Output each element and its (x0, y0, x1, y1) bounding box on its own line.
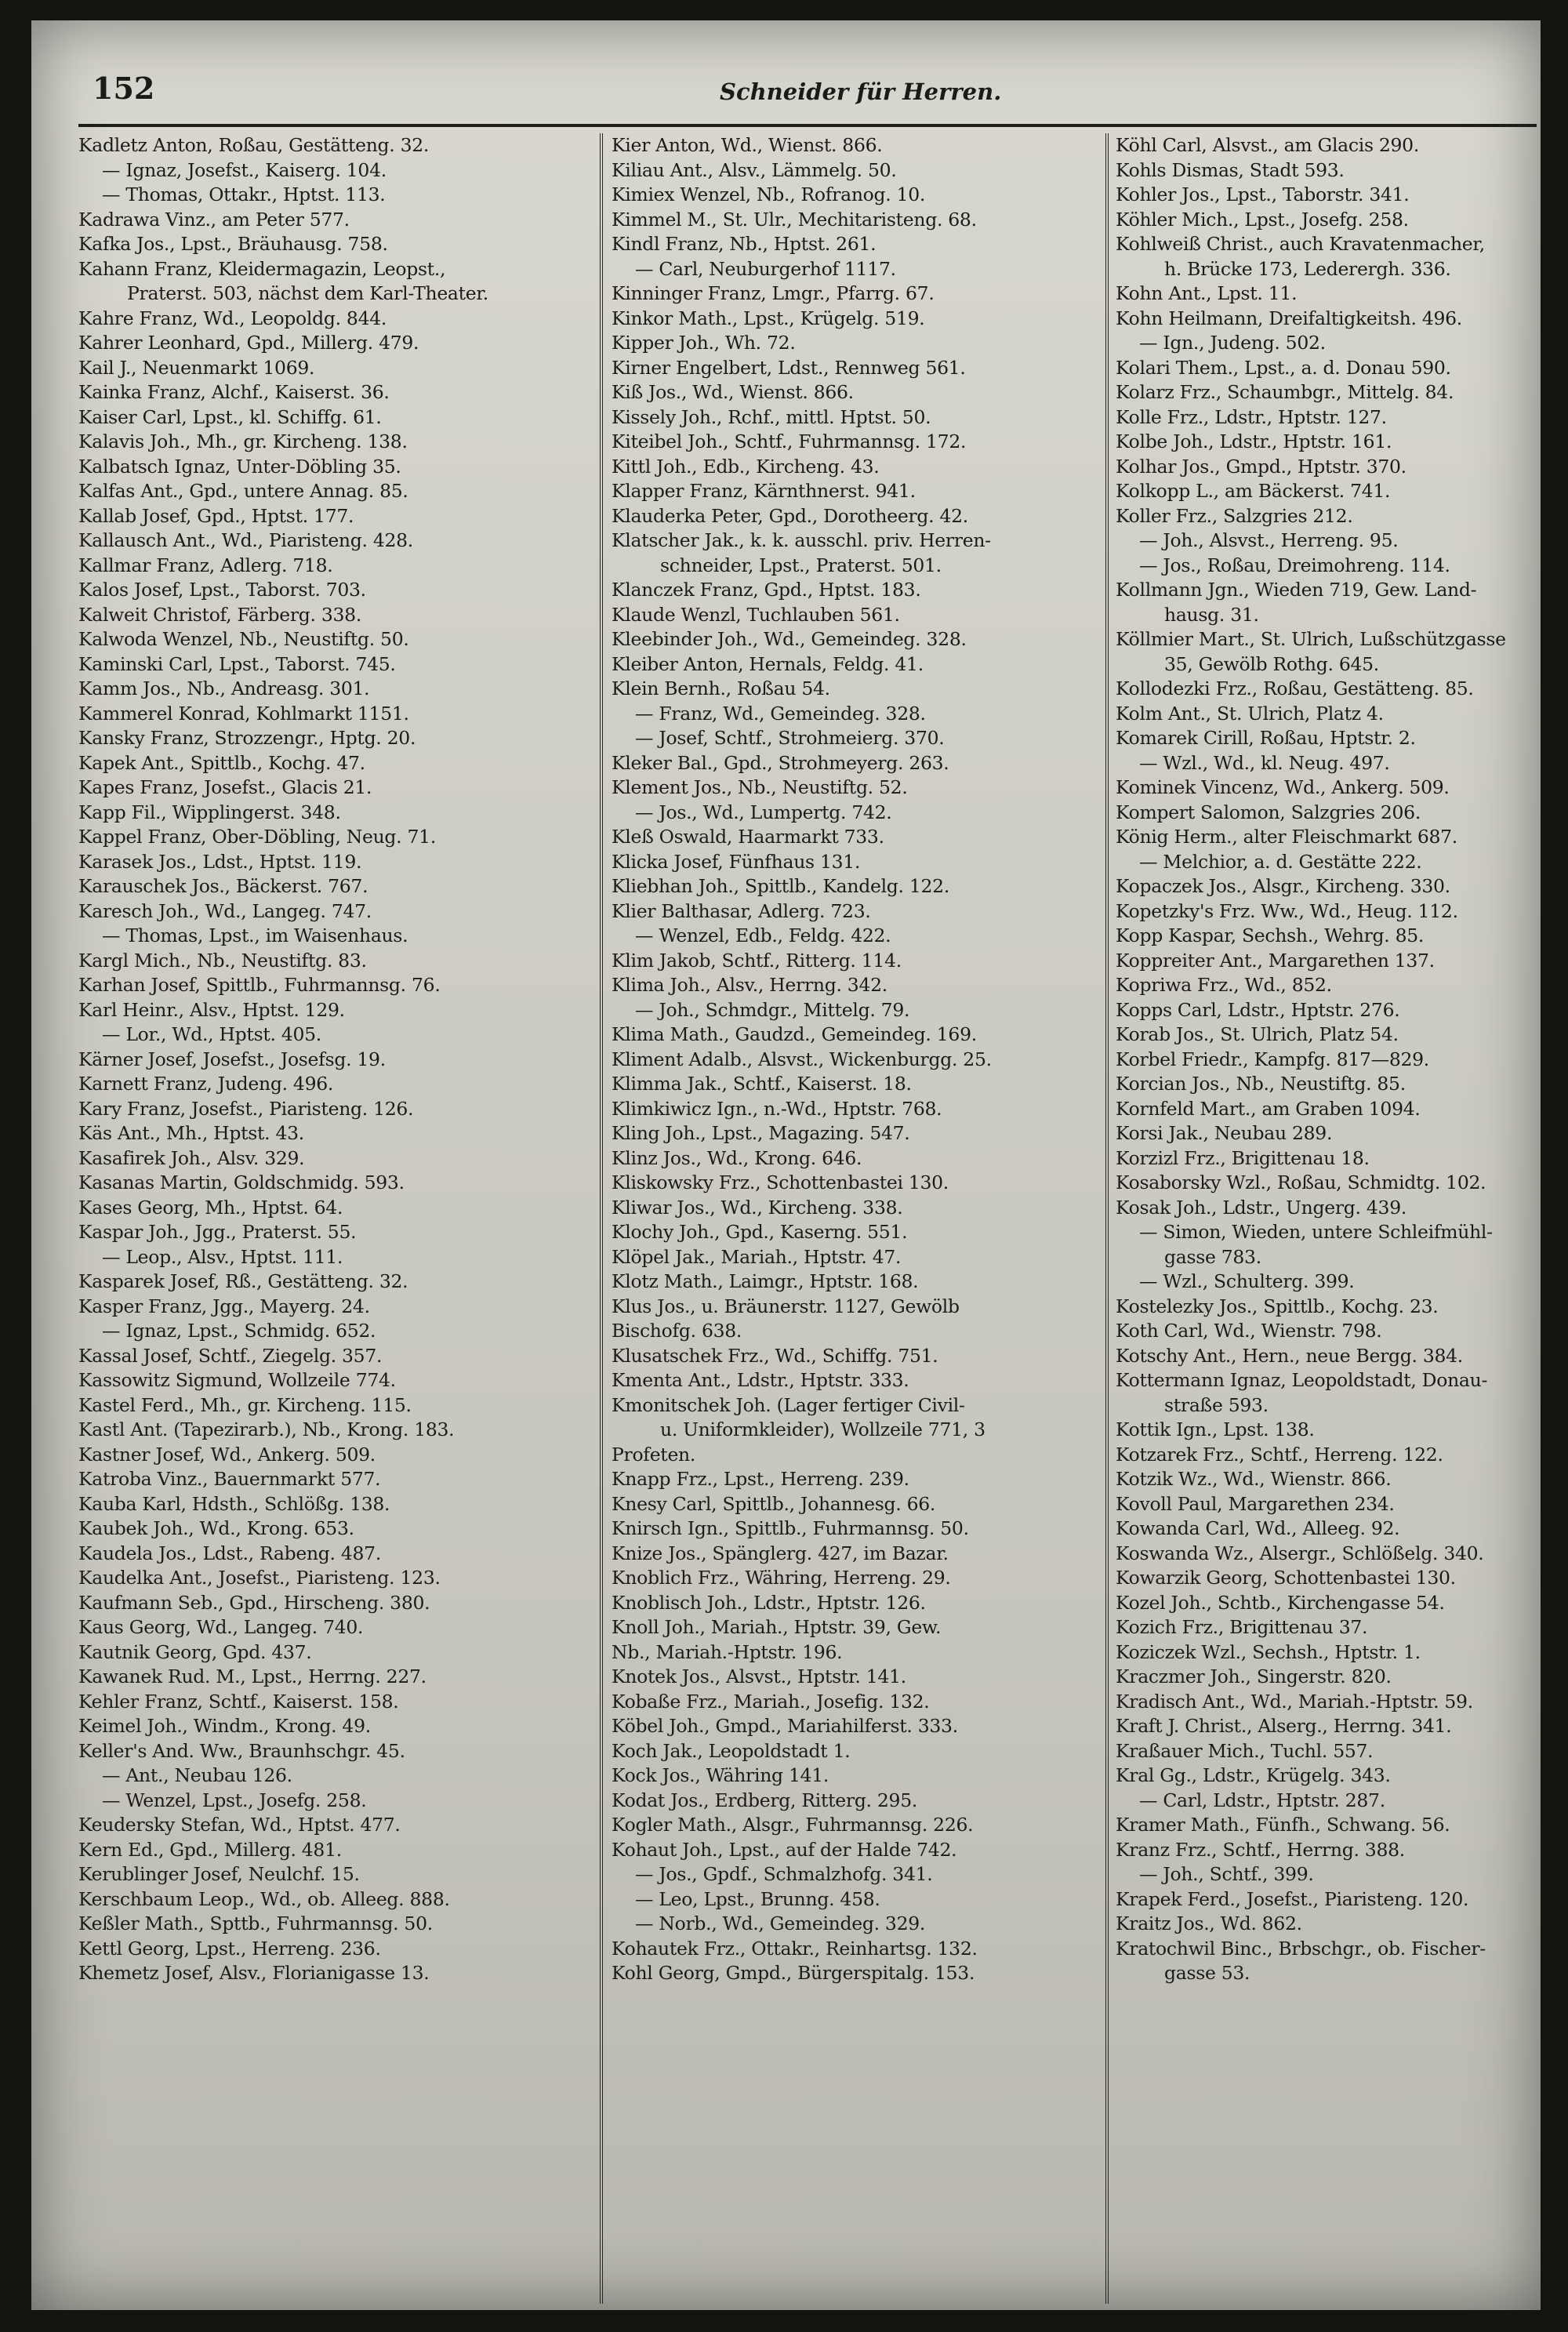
directory-entry: gasse 53. (1164, 1962, 1250, 1984)
directory-entry: — Leo, Lpst., Brunng. 458. (635, 1887, 880, 1910)
directory-entry: — Joh., Schmdgr., Mittelg. 79. (635, 998, 910, 1021)
directory-entry: Kling Joh., Lpst., Magazing. 547. (612, 1122, 910, 1144)
directory-entry: Kodat Jos., Erdberg, Ritterg. 295. (612, 1789, 918, 1811)
directory-entry: Kozich Frz., Brigittenau 37. (1116, 1616, 1368, 1638)
directory-entry: Kowarzik Georg, Schottenbastei 130. (1116, 1567, 1456, 1589)
running-head: Schneider für Herren. (720, 78, 1002, 105)
directory-entry: Kraft J. Christ., Alserg., Herrng. 341. (1116, 1715, 1452, 1737)
directory-entry: Kinkor Math., Lpst., Krügelg. 519. (612, 307, 925, 329)
directory-entry: Kranz Frz., Schtf., Herrng. 388. (1116, 1838, 1405, 1861)
directory-entry: Kopps Carl, Ldstr., Hptstr. 276. (1116, 998, 1400, 1021)
directory-entry: Klus Jos., u. Bräunerstr. 1127, Gewölb (612, 1295, 960, 1317)
directory-entry: Kopaczek Jos., Alsgr., Kircheng. 330. (1116, 875, 1450, 897)
directory-entry: u. Uniformkleider), Wollzeile 771, 3 (660, 1418, 985, 1440)
directory-entry: Kallausch Ant., Wd., Piaristeng. 428. (78, 529, 413, 551)
directory-entry: Kobaße Frz., Mariah., Josefig. 132. (612, 1690, 930, 1713)
directory-entry: Kastner Josef, Wd., Ankerg. 509. (78, 1443, 376, 1466)
directory-entry: Kostelezky Jos., Spittlb., Kochg. 23. (1116, 1295, 1439, 1317)
directory-entry: Kargl Mich., Nb., Neustiftg. 83. (78, 949, 367, 972)
directory-entry: Kaus Georg, Wd., Langeg. 740. (78, 1616, 364, 1638)
directory-entry: Kleker Bal., Gpd., Strohmeyerg. 263. (612, 751, 949, 774)
directory-entry: Kaudela Jos., Ldst., Rabeng. 487. (78, 1542, 381, 1564)
directory-entry: h. Brücke 173, Lederergh. 336. (1164, 257, 1451, 280)
directory-entry: Kohn Ant., Lpst. 11. (1116, 282, 1298, 304)
directory-entry: Knotek Jos., Alsvst., Hptstr. 141. (612, 1665, 906, 1687)
directory-entry: Kindl Franz, Nb., Hptst. 261. (612, 233, 877, 255)
directory-entry: Kolarz Frz., Schaumbgr., Mittelg. 84. (1116, 381, 1454, 403)
directory-entry: Kalfas Ant., Gpd., untere Annag. 85. (78, 480, 408, 502)
directory-entry: Knapp Frz., Lpst., Herreng. 239. (612, 1468, 909, 1490)
directory-entry: Koziczek Wzl., Sechsh., Hptstr. 1. (1116, 1640, 1421, 1663)
directory-entry: Kleß Oswald, Haarmarkt 733. (612, 826, 884, 848)
column-right (1116, 133, 1541, 2304)
directory-entry: Keimel Joh., Windm., Krong. 49. (78, 1715, 371, 1737)
directory-entry: — Jos., Wd., Lumpertg. 742. (635, 801, 892, 823)
directory-entry: — Joh., Schtf., 399. (1139, 1863, 1314, 1885)
directory-entry: Kail J., Neuenmarkt 1069. (78, 356, 315, 379)
directory-entry: Kominek Vincenz, Wd., Ankerg. 509. (1116, 776, 1450, 798)
directory-entry: Kotzarek Frz., Schtf., Herreng. 122. (1116, 1443, 1443, 1466)
directory-entry: Knirsch Ign., Spittlb., Fuhrmannsg. 50. (612, 1517, 969, 1539)
directory-entry: Kalweit Christof, Färberg. 338. (78, 603, 361, 626)
directory-entry: Kliment Adalb., Alsvst., Wickenburgg. 25. (612, 1048, 992, 1070)
directory-entry: Kittl Joh., Edb., Kircheng. 43. (612, 455, 880, 478)
directory-entry: — Carl, Ldstr., Hptstr. 287. (1139, 1789, 1385, 1811)
directory-entry: Kassowitz Sigmund, Wollzeile 774. (78, 1369, 396, 1391)
directory-entry: Kopp Kaspar, Sechsh., Wehrg. 85. (1116, 924, 1425, 946)
directory-entry: Koth Carl, Wd., Wienstr. 798. (1116, 1320, 1382, 1342)
directory-entry: Kotzik Wz., Wd., Wienstr. 866. (1116, 1468, 1392, 1490)
directory-entry: Klicka Josef, Fünfhaus 131. (612, 850, 861, 873)
directory-entry: Klapper Franz, Kärnthnerst. 941. (612, 480, 916, 502)
directory-entry: Kirner Engelbert, Ldst., Rennweg 561. (612, 356, 966, 379)
scanned-page (31, 20, 1541, 2310)
directory-entry: Kalbatsch Ignaz, Unter-Döbling 35. (78, 455, 401, 478)
directory-entry: Kahann Franz, Kleidermagazin, Leopst., (78, 257, 446, 280)
directory-entry: Kolhar Jos., Gmpd., Hptstr. 370. (1116, 455, 1406, 478)
directory-entry: Korzizl Frz., Brigittenau 18. (1116, 1146, 1370, 1169)
directory-entry: Kottermann Ignaz, Leopoldstadt, Donau- (1116, 1369, 1488, 1391)
directory-entry: Kopriwa Frz., Wd., 852. (1116, 974, 1332, 996)
directory-entry: Kotschy Ant., Hern., neue Bergg. 384. (1116, 1344, 1463, 1367)
directory-entry: Kliwar Jos., Wd., Kircheng. 338. (612, 1196, 903, 1219)
directory-entry: Karhan Josef, Spittlb., Fuhrmannsg. 76. (78, 974, 441, 996)
directory-entry: Kappel Franz, Ober-Döbling, Neug. 71. (78, 826, 436, 848)
directory-entry: Kastel Ferd., Mh., gr. Kircheng. 115. (78, 1393, 412, 1416)
directory-entry: Karesch Joh., Wd., Langeg. 747. (78, 899, 372, 922)
directory-entry: — Ant., Neubau 126. (102, 1764, 292, 1786)
directory-entry: Kiteibel Joh., Schtf., Fuhrmannsg. 172. (612, 430, 967, 452)
directory-entry: Korbel Friedr., Kampfg. 817—829. (1116, 1048, 1429, 1070)
directory-entry: Kmenta Ant., Ldstr., Hptstr. 333. (612, 1369, 909, 1391)
directory-entry: Kovoll Paul, Margarethen 234. (1116, 1492, 1395, 1515)
directory-entry: Klöpel Jak., Mariah., Hptstr. 47. (612, 1245, 902, 1268)
directory-entry: — Jos., Roßau, Dreimohreng. 114. (1139, 554, 1450, 576)
directory-entry: Kaubek Joh., Wd., Krong. 653. (78, 1517, 354, 1539)
directory-entry: Kohn Heilmann, Dreifaltigkeitsh. 496. (1116, 307, 1462, 329)
directory-entry: — Thomas, Lpst., im Waisenhaus. (102, 924, 408, 946)
directory-entry: Kmonitschek Joh. (Lager fertiger Civil- (612, 1393, 965, 1416)
directory-entry: — Wzl., Wd., kl. Neug. 497. (1139, 751, 1390, 774)
directory-entry: Kärner Josef, Josefst., Josefsg. 19. (78, 1048, 386, 1070)
directory-entry: Koch Jak., Leopoldstadt 1. (612, 1739, 851, 1762)
directory-entry: Kansky Franz, Strozzengr., Hptg. 20. (78, 727, 416, 749)
column-left (78, 133, 592, 2304)
directory-entry: Köllmier Mart., St. Ulrich, Lußschützgasse (1116, 628, 1506, 650)
directory-entry: Kompert Salomon, Salzgries 206. (1116, 801, 1421, 823)
directory-entry: Kadletz Anton, Roßau, Gestätteng. 32. (78, 134, 430, 156)
directory-entry: Knoblisch Joh., Ldstr., Hptstr. 126. (612, 1591, 926, 1614)
directory-entry: Kratochwil Binc., Brbschgr., ob. Fischer- (1116, 1937, 1486, 1960)
directory-entry: — Leop., Alsv., Hptst. 111. (102, 1245, 343, 1268)
directory-entry: König Herm., alter Fleischmarkt 687. (1116, 826, 1457, 848)
directory-entry: Kier Anton, Wd., Wienst. 866. (612, 134, 883, 156)
directory-entry: Bischofg. 638. (612, 1320, 742, 1342)
directory-entry: — Carl, Neuburgerhof 1117. (635, 257, 896, 280)
directory-entry: Korcian Jos., Nb., Neustiftg. 85. (1116, 1073, 1406, 1095)
directory-entry: Kottik Ign., Lpst. 138. (1116, 1418, 1315, 1440)
directory-entry: Koppreiter Ant., Margarethen 137. (1116, 949, 1435, 972)
directory-entry: Kerublinger Josef, Neulchf. 15. (78, 1863, 360, 1885)
directory-entry: — Wenzel, Edb., Feldg. 422. (635, 924, 891, 946)
directory-entry: Kalwoda Wenzel, Nb., Neustiftg. 50. (78, 628, 409, 650)
directory-entry: Kornfeld Mart., am Graben 1094. (1116, 1097, 1421, 1120)
directory-entry: Kinninger Franz, Lmgr., Pfarrg. 67. (612, 282, 935, 304)
directory-entry: Kolari Them., Lpst., a. d. Donau 590. (1116, 356, 1451, 379)
directory-entry: Kolle Frz., Ldstr., Hptstr. 127. (1116, 405, 1387, 428)
directory-entry: Kozel Joh., Schtb., Kirchengasse 54. (1116, 1591, 1445, 1614)
directory-entry: Kogler Math., Alsgr., Fuhrmannsg. 226. (612, 1814, 974, 1836)
directory-entry: Kramer Math., Fünfh., Schwang. 56. (1116, 1814, 1450, 1836)
directory-entry: Köhl Carl, Alsvst., am Glacis 290. (1116, 134, 1420, 156)
directory-entry: — Melchior, a. d. Gestätte 222. (1139, 850, 1422, 873)
page-header (93, 66, 1535, 121)
directory-entry: Knize Jos., Spänglerg. 427, im Bazar. (612, 1542, 949, 1564)
directory-entry: Krapek Ferd., Josefst., Piaristeng. 120. (1116, 1887, 1469, 1910)
directory-entry: Klim Jakob, Schtf., Ritterg. 114. (612, 949, 902, 972)
directory-entry: — Ign., Judeng. 502. (1139, 332, 1326, 354)
directory-entry: Klima Joh., Alsv., Herrng. 342. (612, 974, 887, 996)
directory-entry: Karl Heinr., Alsv., Hptst. 129. (78, 998, 345, 1021)
directory-entry: Kapp Fil., Wipplingerst. 348. (78, 801, 341, 823)
directory-entry: Kassal Josef, Schtf., Ziegelg. 357. (78, 1344, 383, 1367)
directory-entry: — Josef, Schtf., Strohmeierg. 370. (635, 727, 945, 749)
directory-entry: Klotz Math., Laimgr., Hptstr. 168. (612, 1270, 919, 1292)
directory-entry: Kettl Georg, Lpst., Herreng. 236. (78, 1937, 381, 1960)
directory-entry: — Wenzel, Lpst., Josefg. 258. (102, 1789, 367, 1811)
directory-entry: Klima Math., Gaudzd., Gemeindeg. 169. (612, 1023, 977, 1045)
directory-entry: Karasek Jos., Ldst., Hptst. 119. (78, 850, 362, 873)
directory-entry: Klein Bernh., Roßau 54. (612, 677, 830, 699)
directory-entry: Kallmar Franz, Adlerg. 718. (78, 554, 333, 576)
directory-entry: Kissely Joh., Rchf., mittl. Hptst. 50. (612, 405, 931, 428)
directory-entry: Karauschek Jos., Bäckerst. 767. (78, 875, 368, 897)
directory-entry: Kolbe Joh., Ldstr., Hptstr. 161. (1116, 430, 1392, 452)
directory-entry: Korsi Jak., Neubau 289. (1116, 1122, 1333, 1144)
directory-entry: Kopetzky's Frz. Ww., Wd., Heug. 112. (1116, 899, 1458, 922)
directory-entry: Kolkopp L., am Bäckerst. 741. (1116, 480, 1391, 502)
directory-entry: Knoblich Frz., Währing, Herreng. 29. (612, 1567, 951, 1589)
directory-entry: Kral Gg., Ldstr., Krügelg. 343. (1116, 1764, 1391, 1786)
directory-entry: Kliskowsky Frz., Schottenbastei 130. (612, 1171, 949, 1193)
directory-entry: Kasparek Josef, Rß., Gestätteng. 32. (78, 1270, 408, 1292)
directory-entry: Kohl Georg, Gmpd., Bürgerspitalg. 153. (612, 1962, 975, 1984)
directory-entry: Köhler Mich., Lpst., Josefg. 258. (1116, 208, 1409, 231)
directory-entry: Kalavis Joh., Mh., gr. Kircheng. 138. (78, 430, 408, 452)
directory-entry: Käs Ant., Mh., Hptst. 43. (78, 1122, 304, 1144)
directory-entry: Kary Franz, Josefst., Piaristeng. 126. (78, 1097, 414, 1120)
directory-entry: Kohaut Joh., Lpst., auf der Halde 742. (612, 1838, 957, 1861)
directory-entry: Kahre Franz, Wd., Leopoldg. 844. (78, 307, 387, 329)
directory-entry: Kadrawa Vinz., am Peter 577. (78, 208, 350, 231)
directory-entry: Kamm Jos., Nb., Andreasg. 301. (78, 677, 370, 699)
directory-entry: — Joh., Alsvst., Herreng. 95. (1139, 529, 1399, 551)
directory-entry: Keudersky Stefan, Wd., Hptst. 477. (78, 1814, 401, 1836)
directory-entry: 35, Gewölb Rothg. 645. (1164, 652, 1379, 675)
directory-entry: Kalos Josef, Lpst., Taborst. 703. (78, 579, 366, 601)
directory-entry: Kasafirek Joh., Alsv. 329. (78, 1146, 305, 1169)
directory-entry: — Franz, Wd., Gemeindeg. 328. (635, 702, 926, 725)
directory-entry: Kasanas Martin, Goldschmidg. 593. (78, 1171, 405, 1193)
directory-entry: Karnett Franz, Judeng. 496. (78, 1073, 334, 1095)
directory-entry: gasse 783. (1164, 1245, 1261, 1268)
directory-entry: Keßler Math., Spttb., Fuhrmannsg. 50. (78, 1912, 433, 1934)
directory-columns (78, 133, 1541, 2304)
directory-entry: Kraczmer Joh., Singerstr. 820. (1116, 1665, 1392, 1687)
page-number: 152 (93, 71, 155, 106)
directory-entry: schneider, Lpst., Praterst. 501. (660, 554, 942, 576)
directory-entry: — Jos., Gpdf., Schmalzhofg. 341. (635, 1863, 933, 1885)
directory-entry: Kimmel M., St. Ulr., Mechitaristeng. 68. (612, 208, 977, 231)
directory-entry: — Wzl., Schulterg. 399. (1139, 1270, 1355, 1292)
directory-entry: Kliebhan Joh., Spittlb., Kandelg. 122. (612, 875, 949, 897)
directory-entry: Kaminski Carl, Lpst., Taborst. 745. (78, 652, 396, 675)
directory-entry: Kradisch Ant., Wd., Mariah.-Hptstr. 59. (1116, 1690, 1473, 1713)
directory-entry: Praterst. 503, nächst dem Karl-Theater. (127, 282, 488, 304)
directory-entry: Kimiex Wenzel, Nb., Rofranog. 10. (612, 183, 926, 205)
directory-entry: Köbel Joh., Gmpd., Mariahilferst. 333. (612, 1715, 958, 1737)
directory-entry: Kastl Ant. (Tapezirarb.), Nb., Krong. 183. (78, 1418, 455, 1440)
directory-entry: Kahrer Leonhard, Gpd., Millerg. 479. (78, 332, 419, 354)
directory-entry: Kaufmann Seb., Gpd., Hirscheng. 380. (78, 1591, 430, 1614)
directory-entry: Klauderka Peter, Gpd., Dorotheerg. 42. (612, 504, 968, 527)
header-rule (78, 124, 1537, 127)
directory-entry: Klaude Wenzl, Tuchlauben 561. (612, 603, 900, 626)
directory-entry: Klimma Jak., Schtf., Kaiserst. 18. (612, 1073, 912, 1095)
directory-entry: Kammerel Konrad, Kohlmarkt 1151. (78, 702, 409, 725)
directory-entry: Knoll Joh., Mariah., Hptstr. 39, Gew. (612, 1616, 942, 1638)
directory-entry: Kipper Joh., Wh. 72. (612, 332, 796, 354)
directory-entry: Kollodezki Frz., Roßau, Gestätteng. 85. (1116, 677, 1474, 699)
directory-entry: Koswanda Wz., Alsergr., Schlößelg. 340. (1116, 1542, 1484, 1564)
directory-entry: Profeten. (612, 1443, 696, 1466)
directory-entry: Kerschbaum Leop., Wd., ob. Alleeg. 888. (78, 1887, 450, 1910)
directory-entry: hausg. 31. (1164, 603, 1259, 626)
directory-entry: Kaspar Joh., Jgg., Praterst. 55. (78, 1221, 357, 1243)
directory-entry: Kohls Dismas, Stadt 593. (1116, 158, 1345, 181)
directory-entry: Koller Frz., Salzgries 212. (1116, 504, 1353, 527)
directory-entry: Kasper Franz, Jgg., Mayerg. 24. (78, 1295, 370, 1317)
directory-entry: Kleiber Anton, Hernals, Feldg. 41. (612, 652, 924, 675)
directory-entry: Kohler Jos., Lpst., Taborstr. 341. (1116, 183, 1410, 205)
directory-entry: Nb., Mariah.-Hptstr. 196. (612, 1640, 843, 1663)
directory-entry: Kleebinder Joh., Wd., Gemeindeg. 328. (612, 628, 967, 650)
directory-entry: Kallab Josef, Gpd., Hptst. 177. (78, 504, 354, 527)
directory-entry: Kosaborsky Wzl., Roßau, Schmidtg. 102. (1116, 1171, 1486, 1193)
directory-entry: Khemetz Josef, Alsv., Florianigasse 13. (78, 1962, 430, 1984)
directory-entry: Kohautek Frz., Ottakr., Reinhartsg. 132. (612, 1937, 978, 1960)
directory-entry: Klimkiwicz Ign., n.-Wd., Hptstr. 768. (612, 1097, 942, 1120)
directory-entry: Kapek Ant., Spittlb., Kochg. 47. (78, 751, 365, 774)
directory-entry: — Ignaz, Lpst., Schmidg. 652. (102, 1320, 376, 1342)
directory-entry: — Ignaz, Josefst., Kaiserg. 104. (102, 158, 387, 181)
directory-entry: — Lor., Wd., Hptst. 405. (102, 1023, 321, 1045)
directory-entry: Klusatschek Frz., Wd., Schiffg. 751. (612, 1344, 938, 1367)
directory-entry: — Simon, Wieden, untere Schleifmühl- (1139, 1221, 1493, 1243)
directory-entry: Kiliau Ant., Alsv., Lämmelg. 50. (612, 158, 897, 181)
directory-entry: Kases Georg, Mh., Hptst. 64. (78, 1196, 343, 1219)
directory-entry: Kock Jos., Währing 141. (612, 1764, 829, 1786)
directory-entry: Katroba Vinz., Bauernmarkt 577. (78, 1468, 381, 1490)
directory-entry: Klier Balthasar, Adlerg. 723. (612, 899, 871, 922)
directory-entry: Kapes Franz, Josefst., Glacis 21. (78, 776, 372, 798)
directory-entry: Kraßauer Mich., Tuchl. 557. (1116, 1739, 1374, 1762)
directory-entry: Kainka Franz, Alchf., Kaiserst. 36. (78, 381, 390, 403)
directory-entry: straße 593. (1164, 1393, 1269, 1416)
directory-entry: Kollmann Jgn., Wieden 719, Gew. Land- (1116, 579, 1477, 601)
directory-entry: Klatscher Jak., k. k. ausschl. priv. Herren- (612, 529, 991, 551)
directory-entry: Kaiser Carl, Lpst., kl. Schiffg. 61. (78, 405, 382, 428)
directory-entry: Knesy Carl, Spittlb., Johannesg. 66. (612, 1492, 936, 1515)
column-middle (612, 133, 1102, 2304)
directory-entry: Kehler Franz, Schtf., Kaiserst. 158. (78, 1690, 399, 1713)
column-divider-left (600, 133, 603, 2304)
directory-entry: Klement Jos., Nb., Neustiftg. 52. (612, 776, 908, 798)
directory-entry: Klinz Jos., Wd., Krong. 646. (612, 1146, 862, 1169)
directory-entry: Kiß Jos., Wd., Wienst. 866. (612, 381, 854, 403)
directory-entry: Kafka Jos., Lpst., Bräuhausg. 758. (78, 233, 388, 255)
directory-entry: Keller's And. Ww., Braunhschgr. 45. (78, 1739, 405, 1762)
directory-entry: Kohlweiß Christ., auch Kravatenmacher, (1116, 233, 1485, 255)
directory-entry: Komarek Cirill, Roßau, Hptstr. 2. (1116, 727, 1416, 749)
directory-entry: Klanczek Franz, Gpd., Hptst. 183. (612, 579, 921, 601)
directory-entry: Kern Ed., Gpd., Millerg. 481. (78, 1838, 342, 1861)
directory-entry: Kauba Karl, Hdsth., Schlößg. 138. (78, 1492, 390, 1515)
directory-entry: — Norb., Wd., Gemeindeg. 329. (635, 1912, 926, 1934)
directory-entry: — Thomas, Ottakr., Hptst. 113. (102, 183, 386, 205)
directory-entry: Kosak Joh., Ldstr., Ungerg. 439. (1116, 1196, 1407, 1219)
directory-entry: Korab Jos., St. Ulrich, Platz 54. (1116, 1023, 1399, 1045)
directory-entry: Kolm Ant., St. Ulrich, Platz 4. (1116, 702, 1384, 725)
directory-entry: Kaudelka Ant., Josefst., Piaristeng. 123. (78, 1567, 441, 1589)
directory-entry: Kautnik Georg, Gpd. 437. (78, 1640, 312, 1663)
directory-entry: Kawanek Rud. M., Lpst., Herrng. 227. (78, 1665, 426, 1687)
column-divider-right (1105, 133, 1109, 2304)
directory-entry: Klochy Joh., Gpd., Kaserng. 551. (612, 1221, 908, 1243)
directory-entry: Kowanda Carl, Wd., Alleeg. 92. (1116, 1517, 1400, 1539)
directory-entry: Kraitz Jos., Wd. 862. (1116, 1912, 1302, 1934)
